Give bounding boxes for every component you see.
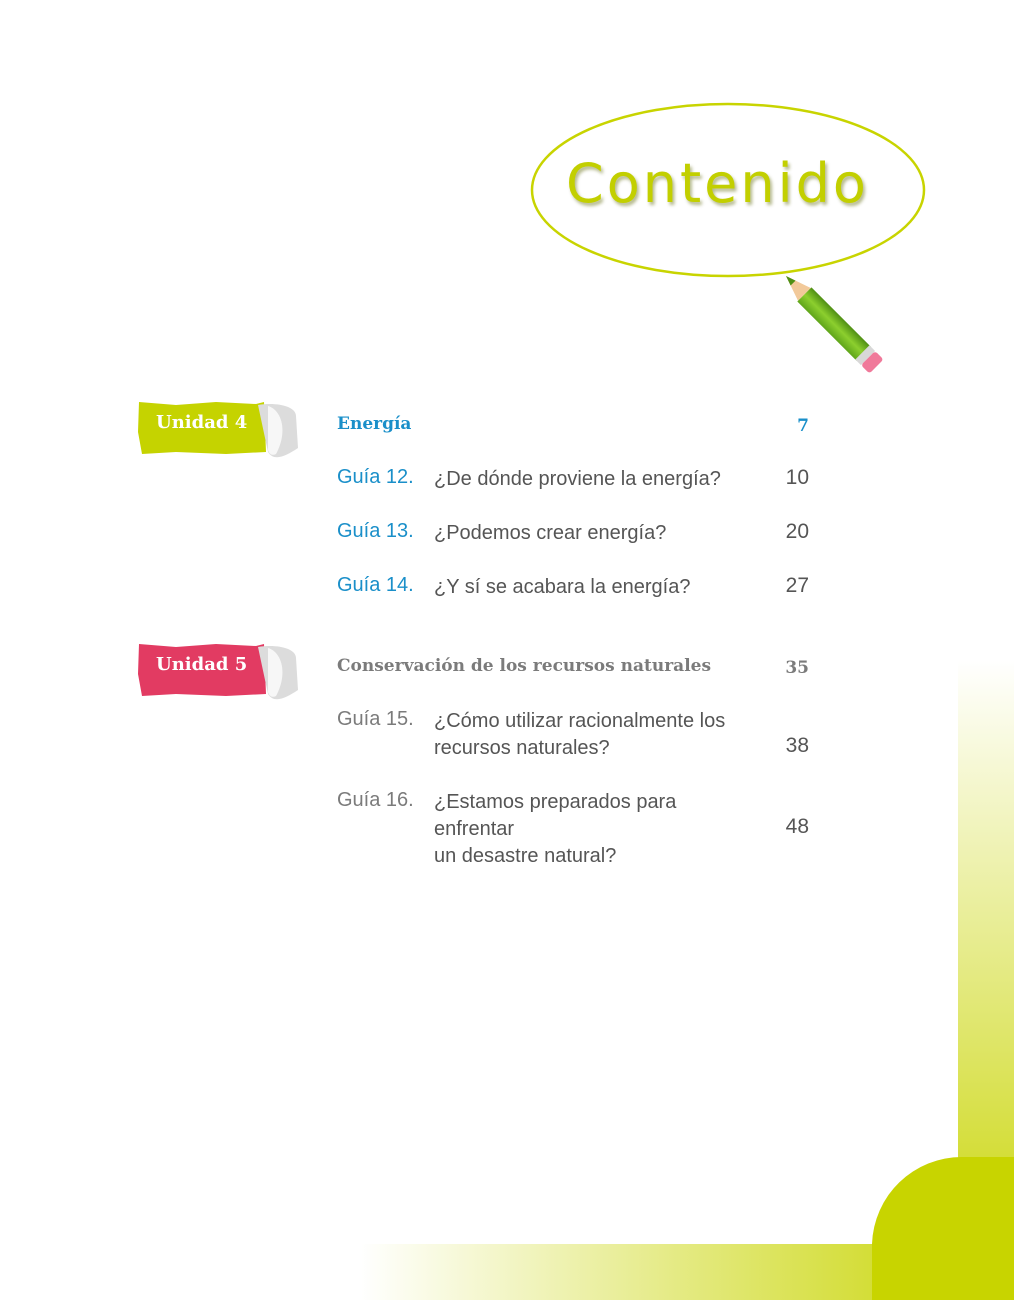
guide-title: ¿De dónde proviene la energía?: [434, 468, 721, 490]
corner-circle: [872, 1157, 1014, 1300]
unit-page-number: 35: [785, 658, 809, 678]
unit-tag-5: [136, 634, 306, 714]
guide-title: ¿Y sí se acabara la energía?: [434, 576, 691, 598]
guide-label: Guía 15.: [337, 708, 414, 730]
guide-row[interactable]: [337, 789, 809, 867]
guide-row[interactable]: [337, 520, 809, 550]
guide-title: [434, 789, 754, 870]
guide-page-number: 10: [785, 466, 809, 489]
unit-label: Unidad 5: [156, 654, 248, 675]
pencil-icon: [779, 269, 884, 374]
guide-title: ¿Podemos crear energía?: [434, 522, 667, 544]
unit-label: Unidad 4: [156, 412, 248, 433]
guide-row[interactable]: [337, 708, 809, 764]
page-title: Contenido: [566, 152, 869, 215]
unit-tag-4: [136, 392, 306, 472]
unit-page-number: 7: [797, 416, 809, 436]
guide-title-line: ¿Cómo utilizar racionalmente los: [434, 710, 726, 732]
guide-page-number: 27: [785, 574, 809, 597]
unit-title: Conservación de los recursos naturales: [337, 656, 712, 676]
unit-title: Energía: [337, 414, 412, 434]
guide-row[interactable]: [337, 574, 809, 604]
guide-title: [434, 708, 754, 762]
guide-page-number: 38: [785, 734, 809, 757]
guide-row[interactable]: [337, 466, 809, 496]
guide-label: Guía 14.: [337, 574, 414, 596]
guide-title-line: un desastre natural?: [434, 845, 617, 867]
guide-page-number: 20: [785, 520, 809, 543]
guide-title-line: recursos naturales?: [434, 737, 610, 759]
unit-heading-row[interactable]: [337, 656, 809, 684]
guide-label: Guía 16.: [337, 789, 414, 811]
guide-label: Guía 13.: [337, 520, 414, 542]
guide-page-number: 48: [785, 815, 809, 838]
guide-title-line: ¿Estamos preparados para enfrentar: [434, 791, 677, 840]
unit-heading-row[interactable]: [337, 414, 809, 442]
guide-label: Guía 12.: [337, 466, 414, 488]
